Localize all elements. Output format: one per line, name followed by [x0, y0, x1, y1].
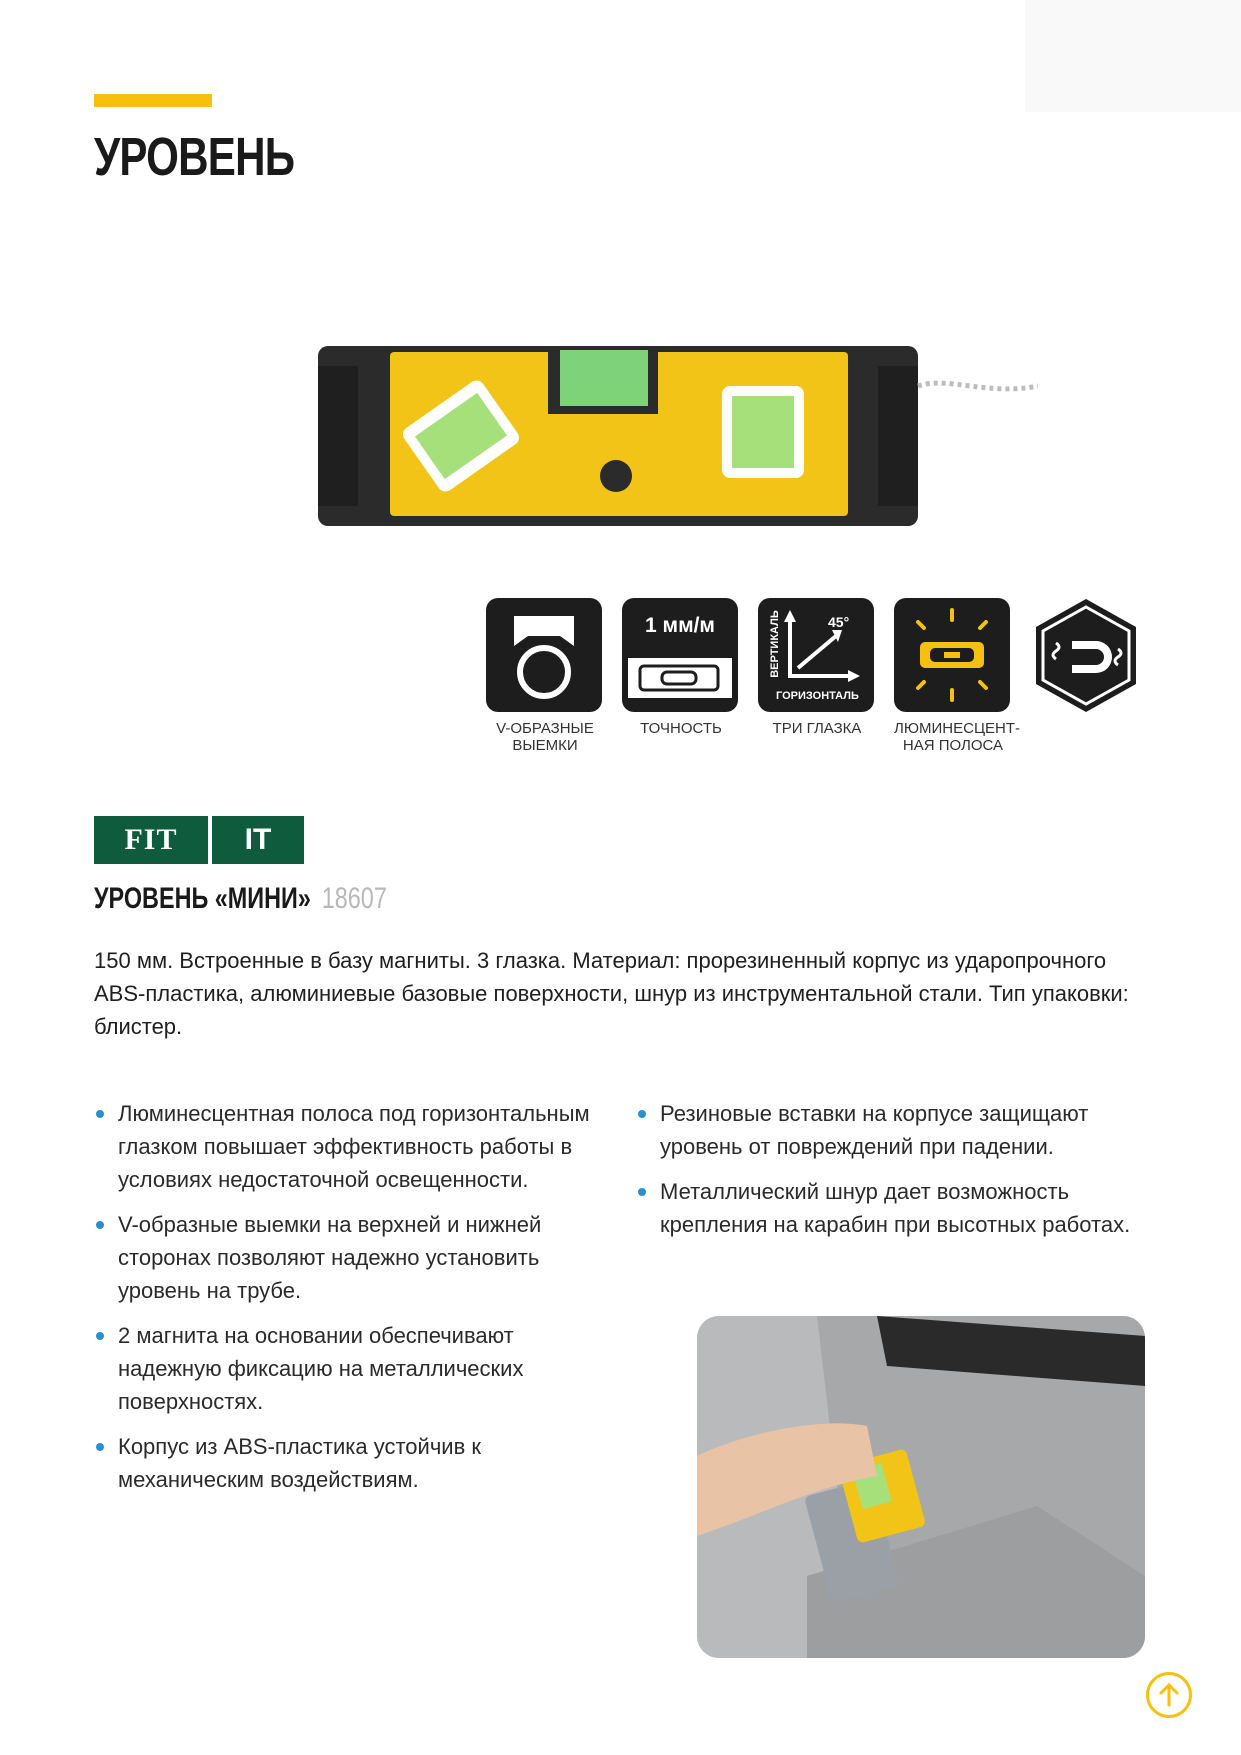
feature-caption: V-ОБРАЗНЫЕ ВЫЕМКИ [496, 720, 594, 754]
product-description: 150 мм. Встроенные в базу магниты. 3 глазка. Материал: прорезиненный корпус из ударопрочного ABS-пластика, алюминиевые базовые поверхности, шнур из инструментальной стали. Тип упаковки: блистер. [94, 948, 1129, 1039]
arrow-up-icon [1149, 1675, 1189, 1715]
angle-label: 45° [828, 614, 850, 630]
accuracy-label: 1 мм/м [645, 614, 715, 637]
feature-caption: ТРИ ГЛАЗКА [772, 720, 862, 737]
product-name: УРОВЕНЬ «МИНИ» [94, 882, 311, 915]
brand-fit: FIT [94, 816, 208, 864]
list-item: V-образные выемки на верхней и нижней сторонах позволяют надежно установить уровень на трубе. [94, 1208, 604, 1307]
three-vials-icon [758, 598, 874, 712]
v-groove-icon [486, 598, 602, 712]
features-list-right [636, 1097, 1156, 1253]
title-accent-bar [94, 94, 212, 107]
list-item: Металлический шнур дает возможность крепления на карабин при высотных работах. [636, 1175, 1156, 1241]
feature-luminescent-strip [894, 598, 1021, 754]
product-code: 18607 [321, 882, 387, 915]
corner-shade [1025, 0, 1241, 112]
features-list-left [94, 1097, 604, 1508]
list-item: Корпус из ABS-пластика устойчив к механическим воздействиям. [94, 1430, 604, 1496]
magnet-icon [1034, 597, 1138, 714]
list-item: 2 магнита на основании обеспечивают надежную фиксацию на металлических поверхностях. [94, 1319, 604, 1418]
accuracy-icon [622, 598, 738, 712]
brand-it: IT [212, 816, 304, 864]
luminescent-strip-icon [894, 598, 1010, 712]
brand-logo [94, 816, 304, 864]
scroll-top-button[interactable] [1146, 1672, 1192, 1718]
horizontal-label: ГОРИЗОНТАЛЬ [776, 690, 859, 702]
list-item: Люминесцентная полоса под горизонтальным глазком повышает эффективность работы в условиях недостаточной освещенности. [94, 1097, 604, 1196]
usage-photo [697, 1316, 1145, 1658]
product-title [94, 882, 387, 916]
vertical-label: ВЕРТИКАЛЬ [769, 610, 781, 678]
feature-three-vials [758, 598, 876, 737]
feature-accuracy [622, 598, 740, 737]
list-item: Резиновые вставки на корпусе защищают уровень от повреждений при падении. [636, 1097, 1156, 1163]
feature-caption: ЛЮМИНЕСЦЕНТ- НАЯ ПОЛОСА [894, 720, 1021, 754]
page-title: УРОВЕНЬ [94, 127, 295, 187]
feature-v-groove [486, 598, 604, 754]
feature-caption: ТОЧНОСТЬ [640, 720, 722, 737]
level-product-image [318, 336, 1038, 536]
